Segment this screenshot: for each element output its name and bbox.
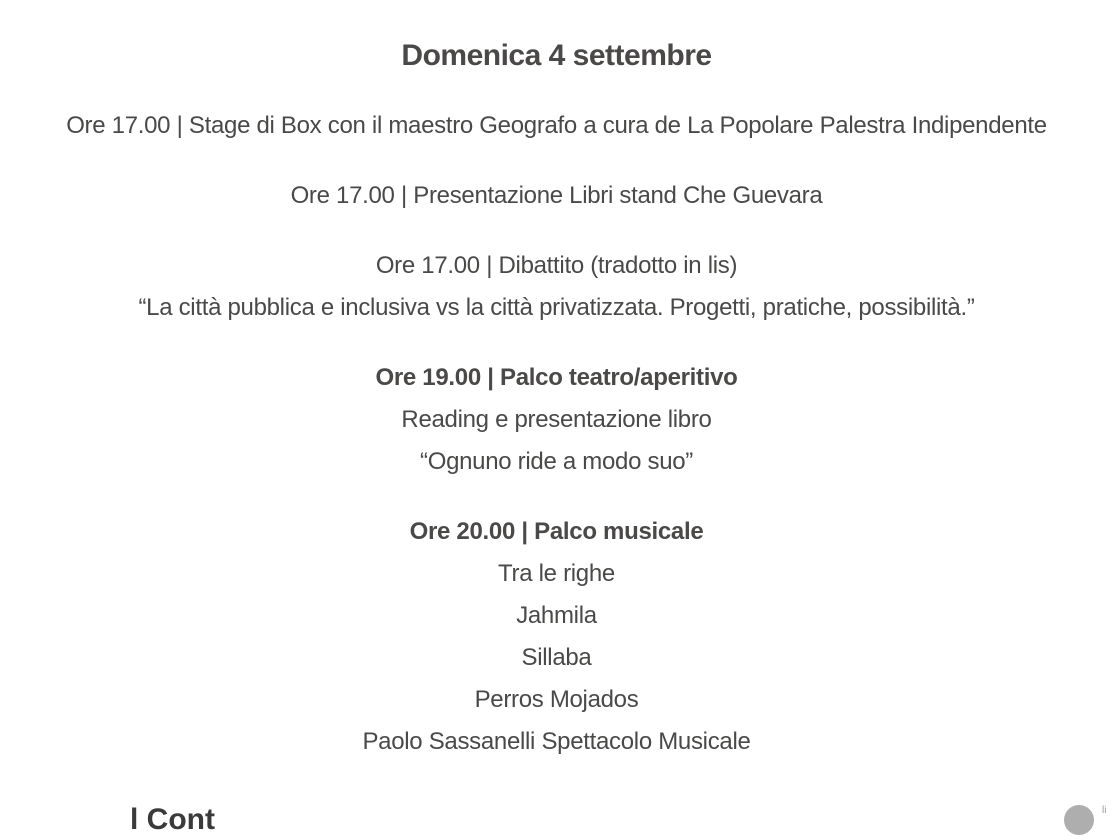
footer-heading-fragment: l Cont: [130, 803, 215, 836]
event-heading: Ore 20.00 | Palco musicale: [409, 518, 704, 545]
event-line: Reading e presentazione libro: [401, 406, 712, 433]
event-line: Ore 17.00 | Stage di Box con il maestro Geografo a cura de La Popolare Palestra Indipendente: [66, 112, 1047, 139]
event-music-stage: [0, 511, 1113, 763]
performer-item: Tra le righe: [498, 560, 615, 587]
performer-item: Perros Mojados: [474, 686, 639, 713]
performer-item: Jahmila: [516, 602, 597, 629]
event-book-presentation: [0, 175, 1113, 217]
event-theatre-stage: [0, 357, 1113, 483]
event-line: “Ognuno ride a modo suo”: [420, 448, 693, 475]
event-debate: [0, 245, 1113, 329]
event-line: “La città pubblica e inclusiva vs la città privatizzata. Progetti, pratiche, possibilità.”: [138, 294, 975, 321]
event-line: Ore 17.00 | Presentazione Libri stand Che Guevara: [290, 182, 823, 209]
edge-text-fragment: li: [1102, 805, 1107, 816]
event-line: Ore 17.00 | Dibattito (tradotto in lis): [375, 252, 738, 279]
performer-item: Paolo Sassanelli Spettacolo Musicale: [362, 728, 751, 755]
scroll-to-top-button[interactable]: [1064, 805, 1094, 835]
event-heading: Ore 19.00 | Palco teatro/aperitivo: [375, 364, 738, 391]
event-box-stage: [0, 105, 1113, 147]
performer-item: Sillaba: [521, 644, 592, 671]
day-title: Domenica 4 settembre: [401, 39, 712, 72]
